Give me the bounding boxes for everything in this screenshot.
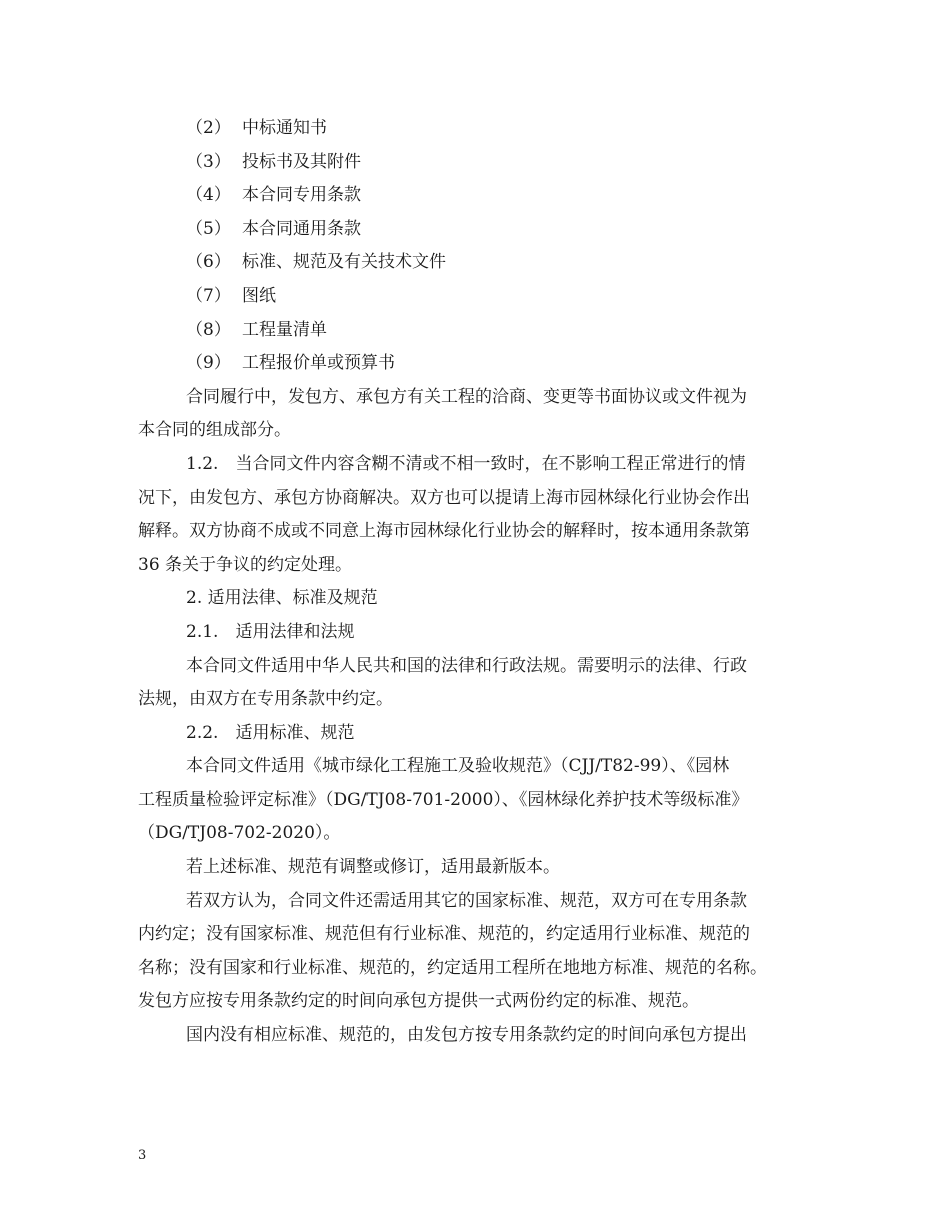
list-item-number: （7） (186, 285, 231, 306)
paragraph-line: 本合同的组成部分。 (138, 420, 291, 441)
paragraph-line: 本合同文件适用中华人民共和国的法律和行政法规。需要明示的法律、行政 (186, 655, 747, 676)
list-item-text: 工程报价单或预算书 (242, 353, 395, 374)
list-item (138, 280, 818, 314)
paragraph-line: 名称；没有国家和行业标准、规范的，约定适用工程所在地地方标准、规范的名称。 (138, 957, 767, 978)
list-item (138, 112, 818, 146)
list-item-text: 工程量清单 (242, 319, 327, 340)
section-2-1-heading: 2.1. 适用法律和法规 (186, 621, 355, 642)
list-item-text: 投标书及其附件 (242, 151, 361, 172)
paragraph-line: 36 条关于争议的约定处理。 (138, 554, 353, 575)
list-item-text: 图纸 (242, 285, 276, 306)
section-2-heading: 2. 适用法律、标准及规范 (186, 588, 378, 609)
list-item (138, 179, 818, 213)
paragraph-other-standards (138, 885, 818, 1019)
paragraph-line: 合同履行中，发包方、承包方有关工程的洽商、变更等书面协议或文件视为 (186, 386, 747, 407)
clause-1-2 (138, 448, 818, 582)
paragraph-line: 发包方应按专用条款约定的时间向承包方提供一式两份约定的标准、规范。 (138, 991, 699, 1012)
list-item (138, 246, 818, 280)
list-item-text: 中标通知书 (242, 118, 327, 138)
list-item-number: （5） (186, 218, 231, 239)
paragraph-line: 若双方认为，合同文件还需适用其它的国家标准、规范，双方可在专用条款 (186, 890, 747, 911)
paragraph-domestic (138, 1019, 818, 1053)
list-item-text: 标准、规范及有关技术文件 (242, 252, 446, 273)
paragraph-line: 本合同文件适用《城市绿化工程施工及验收规范》（CJJ/T82-99）、《园林 (186, 756, 730, 777)
paragraph-line: 内约定；没有国家标准、规范但有行业标准、规范的，约定适用行业标准、规范的 (138, 924, 750, 945)
paragraph-2-2 (138, 750, 818, 851)
page-body (138, 112, 818, 1053)
section-2-2-heading: 2.2. 适用标准、规范 (186, 722, 355, 743)
list-item (138, 314, 818, 348)
paragraph-line: 1.2. 当合同文件内容含糊不清或不相一致时，在不影响工程正常进行的情 (186, 453, 746, 474)
list-item (138, 347, 818, 381)
list-item-text: 本合同专用条款 (242, 185, 361, 206)
paragraph-line: 国内没有相应标准、规范的，由发包方按专用条款约定的时间向承包方提出 (186, 1025, 747, 1046)
paragraph-line: （DG/TJ08-702-2020）。 (138, 823, 341, 844)
paragraph-2-1 (138, 650, 818, 717)
list-item-number: （8） (186, 319, 231, 340)
list-item (138, 146, 818, 180)
list-item-number: （2） (186, 118, 231, 138)
list-item-number: （4） (186, 185, 231, 206)
paragraph-line: 若上述标准、规范有调整或修订，适用最新版本。 (186, 857, 560, 878)
paragraph-line: 工程质量检验评定标准》（DG/TJ08-701-2000）、《园林绿化养护技术等级标准》 (138, 789, 749, 810)
contract-documents-list (138, 112, 818, 381)
paragraph-line: 况下，由发包方、承包方协商解决。双方也可以提请上海市园林绿化行业协会作出 (138, 487, 750, 508)
paragraph-revision (138, 851, 818, 885)
list-item-text: 本合同通用条款 (242, 218, 361, 239)
list-item (138, 213, 818, 247)
page-number: 3 (138, 1148, 147, 1163)
list-item-number: （9） (186, 353, 231, 374)
paragraph-line: 法规，由双方在专用条款中约定。 (138, 689, 393, 710)
paragraph-line: 解释。双方协商不成或不同意上海市园林绿化行业协会的解释时，按本通用条款第 (138, 521, 750, 542)
list-item-number: （3） (186, 151, 231, 172)
paragraph-composition (138, 381, 818, 448)
list-item-number: （6） (186, 252, 231, 273)
